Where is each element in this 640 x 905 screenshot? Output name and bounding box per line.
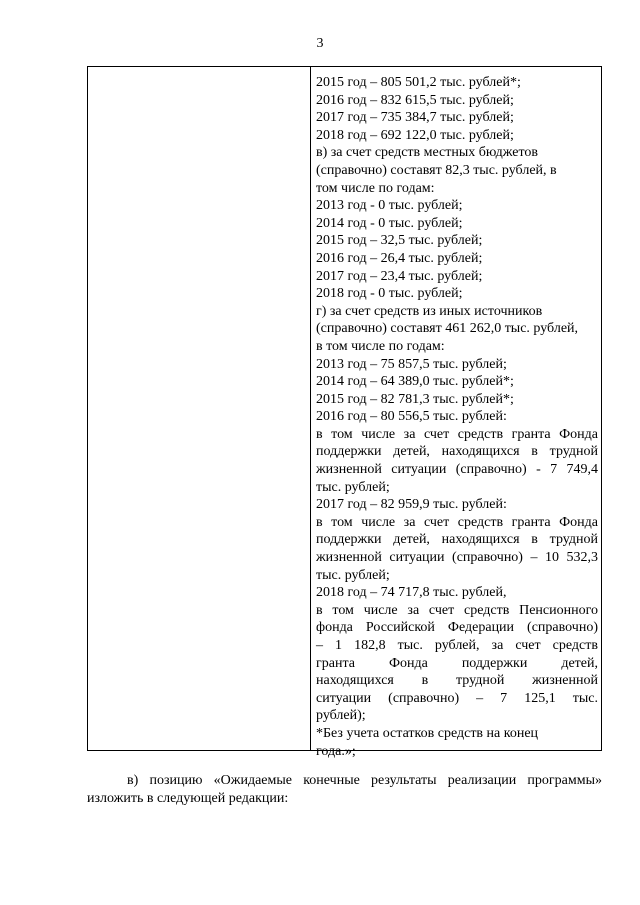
text-line: 2017 год – 23,4 тыс. рублей; <box>316 268 483 284</box>
text-line: (справочно) составят 82,3 тыс. рублей, в <box>316 162 557 178</box>
text-line: в том числе за счет средств гранта Фонда <box>316 426 598 442</box>
text-line: 2013 год – 75 857,5 тыс. рублей; <box>316 356 507 372</box>
paragraph-line: в) позицию «Ожидаемые конечные результаты реализации программы» <box>127 773 602 788</box>
text-line: находящихся в трудной жизненной <box>316 673 598 689</box>
text-line: в том числе по годам: <box>316 338 445 354</box>
text-line: 2015 год – 32,5 тыс. рублей; <box>316 233 483 249</box>
text-line: жизненной ситуации (справочно) - 7 749,4 <box>316 462 598 478</box>
text-line: 2018 год - 0 тыс. рублей; <box>316 286 463 302</box>
text-line: тыс. рублей; <box>316 567 390 583</box>
text-line: г) за счет средств из иных источников <box>316 303 543 319</box>
page-number: 3 <box>316 36 324 51</box>
text-line: гранта Фонда поддержки детей, <box>316 655 598 671</box>
table-right-cell <box>310 67 601 759</box>
text-line: 2013 год - 0 тыс. рублей; <box>316 198 463 214</box>
text-line: *Без учета остатков средств на конец <box>316 725 539 741</box>
text-line: – 1 182,8 тыс. рублей, за счет средств <box>316 638 598 653</box>
text-line: фонда Российской Федерации (справочно) <box>316 620 598 636</box>
text-line: 2016 год – 26,4 тыс. рублей; <box>316 250 483 266</box>
text-line: 2017 год – 735 384,7 тыс. рублей; <box>316 110 514 126</box>
text-line: 2018 год – 692 122,0 тыс. рублей; <box>316 127 514 143</box>
text-line: года.»; <box>316 743 356 759</box>
text-line: в том числе за счет средств Пенсионного <box>316 602 598 618</box>
amendment-paragraph <box>87 772 602 808</box>
text-line: 2017 год – 82 959,9 тыс. рублей: <box>316 497 507 513</box>
text-line: том числе по годам: <box>316 180 435 196</box>
paragraph-line: изложить в следующей редакции: <box>87 791 289 806</box>
text-line: жизненной ситуации (справочно) – 10 532,3 <box>316 550 598 566</box>
text-line: в том числе за счет средств гранта Фонда <box>316 514 598 530</box>
text-line: 2016 год – 832 615,5 тыс. рублей; <box>316 92 514 108</box>
text-line: ситуации (справочно) – 7 125,1 тыс. <box>316 690 598 706</box>
text-line: поддержки детей, находящихся в трудной <box>316 532 598 548</box>
text-line: 2016 год – 80 556,5 тыс. рублей: <box>316 409 507 425</box>
funding-table <box>87 66 602 759</box>
text-line: 2018 год – 74 717,8 тыс. рублей, <box>316 585 507 601</box>
text-line: (справочно) составят 461 262,0 тыс. рублей, <box>316 321 579 337</box>
text-line: 2015 год – 82 781,3 тыс. рублей*; <box>316 391 514 407</box>
text-line: поддержки детей, находящихся в трудной <box>316 444 598 460</box>
table-left-cell <box>88 67 310 750</box>
text-line: тыс. рублей; <box>316 479 390 495</box>
text-line: рублей); <box>316 708 366 724</box>
text-line: 2014 год - 0 тыс. рублей; <box>316 215 463 231</box>
text-line: 2014 год – 64 389,0 тыс. рублей*; <box>316 374 514 390</box>
text-line: 2015 год – 805 501,2 тыс. рублей*; <box>316 75 521 90</box>
text-line: в) за счет средств местных бюджетов <box>316 145 539 161</box>
